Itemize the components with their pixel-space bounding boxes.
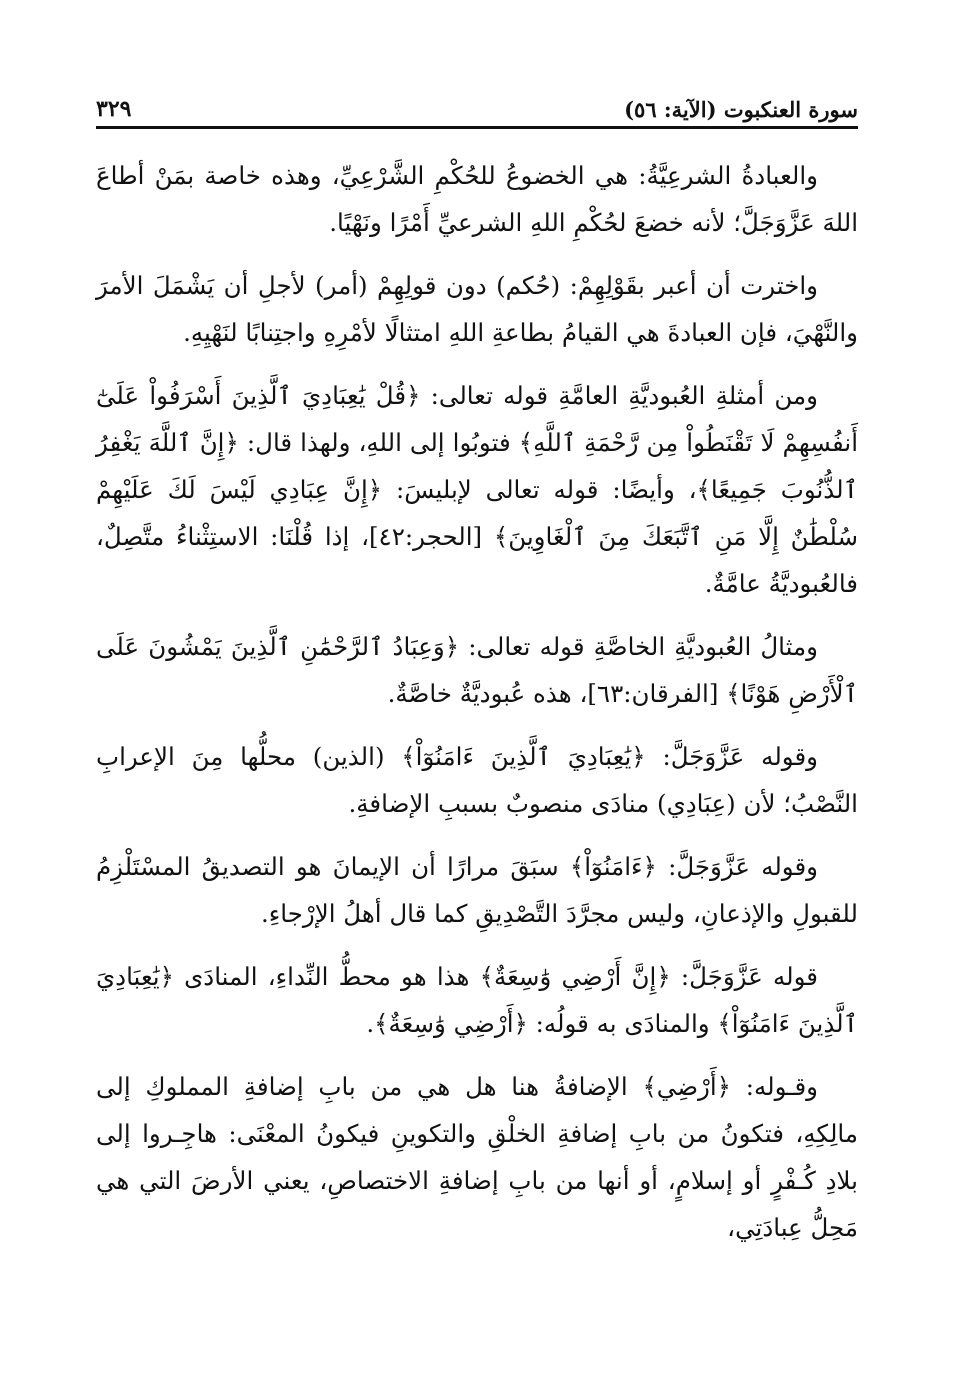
paragraph: وقـوله: ﴿أَرْضِي﴾ الإضافةُ هنا هل هي من بابِ إضافةِ المملوكِ إلى مالِكِهِ، فتكونُ من بابِ إضافةِ الخلْقِ والتكوينِ فيكونُ المعْنَى: هاجِـروا إلى بلادِ كُـفْرٍ أو إسلامٍ، أو أنها من بابِ إضافةِ الاختصاصِ، يعني الأرضَ التي هي مَحِلُّ عِبادَتِي، [96,1072,858,1242]
paragraph: ومثالُ العُبوديَّةِ الخاصَّةِ قوله تعالى: ﴿وَعِبَادُ ٱلرَّحْمَٰنِ ٱلَّذِينَ يَمْشُونَ عَلَى ٱلْأَرْضِ هَوْنًا﴾ [الفرقان:٦٣]، هذه عُبوديَّةٌ خاصَّةٌ. [96,632,858,708]
paragraph: قوله عَزَّوَجَلَّ: ﴿إِنَّ أَرْضِي وَٰسِعَةٌ﴾ هذا هو محطُّ النِّداءِ، المنادَى ﴿يَٰعِبَادِيَ ٱلَّذِينَ ءَامَنُوٓاْ﴾ والمنادَى به قولُه: ﴿أَرْضِي وَٰسِعَةٌ﴾. [96,962,858,1038]
paragraph: واخترت أن أعبر بقَوْلِهِمْ: (حُكم) دون قولِهِمْ (أمر) لأجلِ أن يَشْمَلَ الأمرَ والنَّهْيَ، فإن العبادةَ هي القيامُ بطاعةِ اللهِ امتثالًا لأمْرِهِ واجتِنابًا لنَهْيِهِ. [96,271,858,347]
paragraph: وقوله عَزَّوَجَلَّ: ﴿ءَامَنُوٓاْ﴾ سبَقَ مرارًا أن الإيمانَ هو التصديقُ المسْتَلْزِمُ للقبولِ والإذعانِ، وليس مجرَّدَ التَّصْدِيقِ كما قال أهلُ الإرْجاءِ. [96,852,858,928]
paragraph: ومن أمثلةِ العُبوديَّةِ العامَّةِ قوله تعالى: ﴿قُلْ يَٰعِبَادِيَ ٱلَّذِينَ أَسْرَفُواْ عَلَىٰٓ أَنفُسِهِمْ لَا تَقْنَطُواْ مِن رَّحْمَةِ ٱللَّهِ﴾ فتوبُوا إلى اللهِ، ولهذا قال: ﴿إِنَّ ٱللَّهَ يَغْفِرُ ٱلذُّنُوبَ جَمِيعًا﴾، وأيضًا: قوله تعالى لإبليسَ: ﴿إِنَّ عِبَادِي لَيْسَ لَكَ عَلَيْهِمْ سُلْطَٰنٌ إِلَّا مَنِ ٱتَّبَعَكَ مِنَ ٱلْغَاوِينَ﴾ [الحجر:٤٢]، إذا قُلْنَا: الاستِثْناءُ متَّصِلٌ، فالعُبوديَّةُ عامَّةٌ. [96,381,858,598]
paragraph: والعبادةُ الشرعِيَّةُ: هي الخضوعُ للحُكْمِ الشَّرْعِيِّ، وهذه خاصة بمَنْ أطاعَ اللهَ عَزَّوَجَلَّ؛ لأنه خضعَ لحُكْمِ اللهِ الشرعيِّ أَمْرًا ونَهْيًا. [96,161,858,237]
page-number: ٣٢٩ [96,96,132,122]
running-head: سورة العنكبوت (الآية: ٥٦) [624,97,858,122]
page-header [96,82,858,129]
paragraph: وقوله عَزَّوَجَلَّ: ﴿يَٰعِبَادِيَ ٱلَّذِينَ ءَامَنُوٓاْ﴾ (الذين) محلُّها مِنَ الإعرابِ النَّصْبُ؛ لأن (عِبَادِي) منادَى منصوبٌ بسببِ الإضافةِ. [96,742,858,818]
page-body [96,152,858,1319]
